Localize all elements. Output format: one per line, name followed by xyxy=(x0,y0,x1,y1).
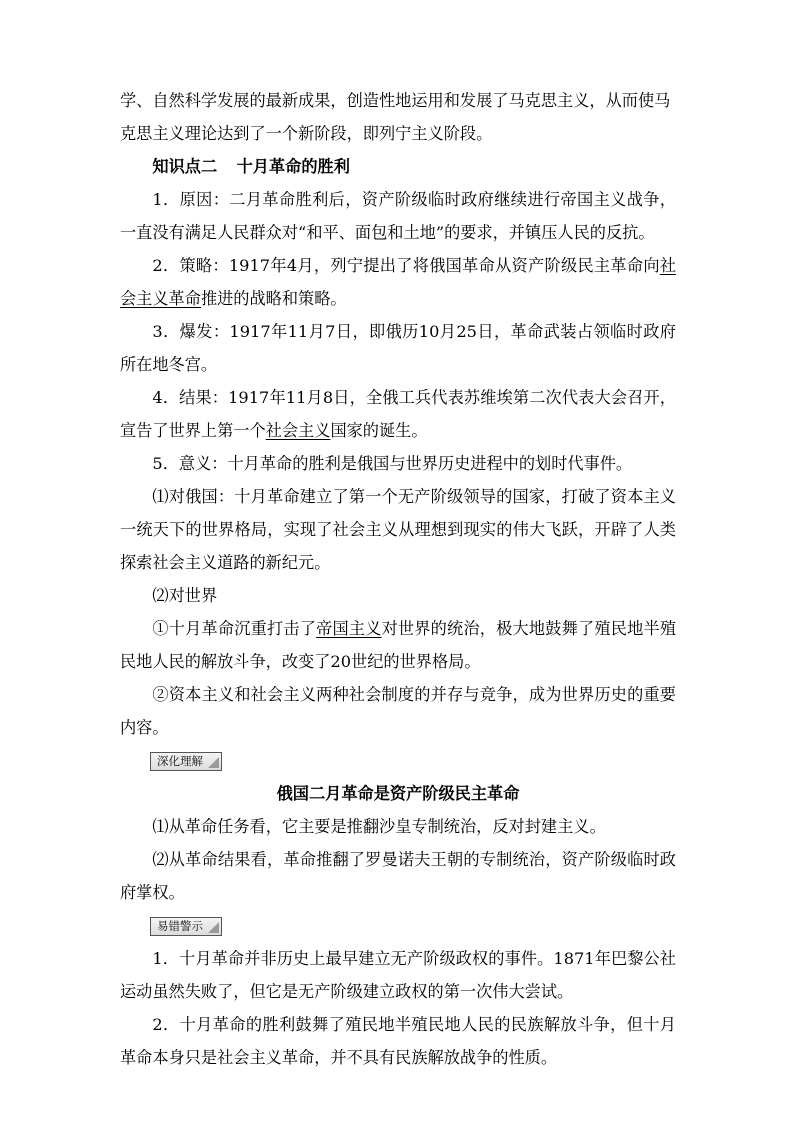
deep-understanding-title: 俄国二月革命是资产阶级民主革命 xyxy=(276,784,520,803)
error-warning-tag: 易错警示 xyxy=(150,917,222,936)
significance-world-heading: ⑵对世界 xyxy=(152,586,218,605)
result-text: 4．结果：1917年11月8日，全俄工兵代表苏维埃第二次代表大会召开，宣告了世界上第一个 xyxy=(120,388,676,440)
world1-text: ①十月革命沉重打击了 xyxy=(152,619,317,638)
document-page xyxy=(120,84,676,1074)
significance-world-1 xyxy=(120,612,676,678)
section-title: 十月革命的胜利 xyxy=(236,157,350,176)
error-warning-point-1: 1．十月革命并非历史上最早建立无产阶级政权的事件。1871年巴黎公社运动虽然失败了，但它是无产阶级建立政权的第一次伟大尝试。 xyxy=(120,949,676,1001)
error-warning-tag-row xyxy=(150,909,676,942)
significance-russia: ⑴对俄国：十月革命建立了第一个无产阶级领导的国家，打破了资本主义一统天下的世界格局，实现了社会主义从理想到现实的伟大飞跃，开辟了人类探索社会主义道路的新纪元。 xyxy=(120,487,676,572)
result-text-end: 国家的诞生。 xyxy=(330,421,428,440)
point-significance: 5．意义：十月革命的胜利是俄国与世界历史进程中的划时代事件。 xyxy=(152,454,633,473)
strategy-underlined: 社会主义革命 xyxy=(120,256,676,308)
intro-line-1: 学、自然科学发展的最新成果，创造性地运用和发展了马克思主义，从而使马 xyxy=(120,91,671,110)
point-outbreak: 3．爆发：1917年11月7日，即俄历10月25日，革命武装占领临时政府所在地冬宫。 xyxy=(120,322,676,374)
deep-understanding-tag-row xyxy=(150,744,676,777)
deep-understanding-tag: 深化理解 xyxy=(150,752,222,771)
intro-line-2: 克思主义理论达到了一个新阶段，即列宁主义阶段。 xyxy=(120,124,493,143)
intro-paragraph xyxy=(120,84,676,150)
result-underlined: 社会主义 xyxy=(265,421,331,440)
point-result xyxy=(120,381,676,447)
world1-text-end: 对世界的统治，极大地鼓舞了殖民地半殖民地人民的解放斗争，改变了20世纪的世界格局。 xyxy=(120,619,677,671)
strategy-text-end: 推进的战略和策略。 xyxy=(200,289,347,308)
point-cause: 1．原因：二月革命胜利后，资产阶级临时政府继续进行帝国主义战争，一直没有满足人民群众对“和平、面包和土地”的要求，并镇压人民的反抗。 xyxy=(120,190,676,242)
world1-underlined: 帝国主义 xyxy=(316,619,382,638)
error-warning-point-2: 2．十月革命的胜利鼓舞了殖民地半殖民地人民的民族解放斗争，但十月革命本身只是社会主义革命，并不具有民族解放战争的性质。 xyxy=(120,1015,676,1067)
significance-world-2: ②资本主义和社会主义两种社会制度的并存与竞争，成为世界历史的重要内容。 xyxy=(120,685,676,737)
point-strategy xyxy=(120,249,676,315)
deep-understanding-point-1: ⑴从革命任务看，它主要是推翻沙皇专制统治，反对封建主义。 xyxy=(152,817,606,836)
section-label: 知识点二 xyxy=(152,157,218,176)
deep-understanding-point-2: ⑵从革命结果看，革命推翻了罗曼诺夫王朝的专制统治，资产阶级临时政府掌权。 xyxy=(120,850,676,902)
section-heading xyxy=(120,150,676,183)
strategy-text: 2．策略：1917年4月，列宁提出了将俄国革命从资产阶级民主革命向 xyxy=(152,256,660,275)
